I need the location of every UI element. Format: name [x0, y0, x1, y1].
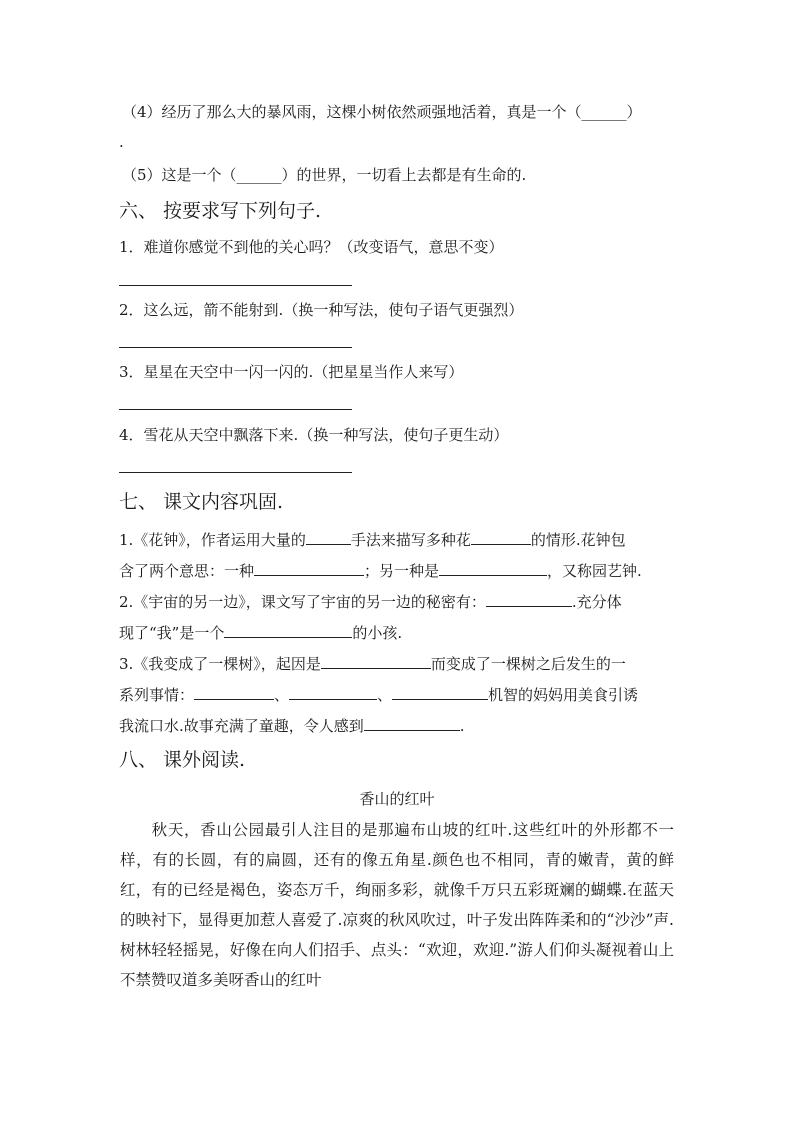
answer-line-3[interactable]	[119, 409, 352, 410]
fill-in-item-4: （4）经历了那么大的暴风雨，这棵小树依然顽强地活着，真是一个（______）	[122, 103, 642, 121]
text: 的小孩.	[352, 624, 403, 642]
section-7-q1-line1	[119, 528, 626, 551]
text: 现了“我”是一个	[119, 624, 225, 642]
section-7-q2-line1	[119, 590, 622, 613]
section-6-title: 六、 按要求写下列句子.	[119, 200, 322, 222]
answer-line-4[interactable]	[119, 472, 352, 473]
blank[interactable]	[392, 683, 488, 700]
text: 手法来描写多种花	[350, 531, 471, 549]
section-7-title: 七、 课文内容巩固.	[119, 491, 284, 513]
passage-body	[120, 815, 674, 995]
text: 1.《花钟》，作者运用大量的	[119, 531, 306, 549]
blank[interactable]	[306, 528, 351, 545]
blank[interactable]	[254, 559, 364, 576]
text: 3.《我变成了一棵树》，起因是	[119, 655, 321, 673]
text: 、	[274, 686, 290, 704]
blank[interactable]	[486, 590, 572, 607]
text: 我流口水.故事充满了童趣，令人感到	[119, 717, 364, 735]
fill-in-item-4-tail: .	[119, 133, 124, 151]
section-7-q3-line1	[119, 652, 626, 675]
text: 而变成了一棵树之后发生的一	[430, 655, 626, 673]
section-7-q1-line2	[119, 559, 642, 582]
text: 2.《宇宙的另一边》，课文写了宇宙的另一边的秘密有：	[119, 593, 486, 611]
text: 系列事情：	[119, 686, 195, 704]
blank[interactable]	[439, 559, 547, 576]
blank[interactable]	[224, 621, 352, 638]
passage-text: 秋天，香山公园最引人注目的是那遍布山坡的红叶.这些红叶的外形都不一样，有的长圆，有的扁圆，还有的像五角星.颜色也不相同，青的嫩青，黄的鲜红，有的已经是褐色，姿态万千，绚丽多彩，就像千万只五彩斑斓的蝴蝶.在蓝天的映衬下，显得更加惹人喜爱了.凉爽的秋风吹过，叶子发出阵阵柔和的“沙沙”声.树林轻轻摇晃，好像在向人们招手、点头：“欢迎，欢迎.”游人们仰头凝视着山上不禁赞叹道多美呀香山的红叶	[120, 821, 674, 989]
text: ；另一种是	[364, 562, 440, 580]
section-6-item-3: 3．星星在天空中一闪一闪的.（把星星当作人来写）	[119, 363, 464, 381]
section-6-item-4: 4．雪花从天空中飘落下来.（换一种写法，使句子更生动）	[119, 426, 509, 444]
text: .	[459, 717, 465, 735]
text: 、	[377, 686, 393, 704]
section-6-item-1: 1．难道你感觉不到他的关心吗？（改变语气，意思不变）	[119, 238, 504, 256]
blank[interactable]	[364, 714, 460, 731]
section-7-q3-line3	[119, 714, 465, 737]
section-7-q2-line2	[119, 621, 402, 644]
section-8-title: 八、 课外阅读.	[119, 749, 246, 771]
answer-line-1[interactable]	[119, 285, 352, 286]
blank[interactable]	[321, 652, 431, 669]
section-7-q3-line2	[119, 683, 638, 706]
blank[interactable]	[289, 683, 377, 700]
text: 的情形.花钟包	[530, 531, 626, 549]
fill-in-item-5: （5）这是一个（______）的世界，一切看上去都是有生命的.	[122, 166, 527, 184]
blank[interactable]	[471, 528, 531, 545]
section-6-item-2: 2．这么远，箭不能射到.（换一种写法，使句子语气更强烈）	[119, 301, 524, 319]
blank[interactable]	[194, 683, 274, 700]
text: 机智的妈妈用美食引诱	[488, 686, 639, 704]
answer-line-2[interactable]	[119, 347, 352, 348]
text: 含了两个意思：一种	[119, 562, 255, 580]
passage-title: 香山的红叶	[359, 790, 435, 808]
text: ，又称园艺钟.	[547, 562, 642, 580]
text: .充分体	[571, 593, 622, 611]
